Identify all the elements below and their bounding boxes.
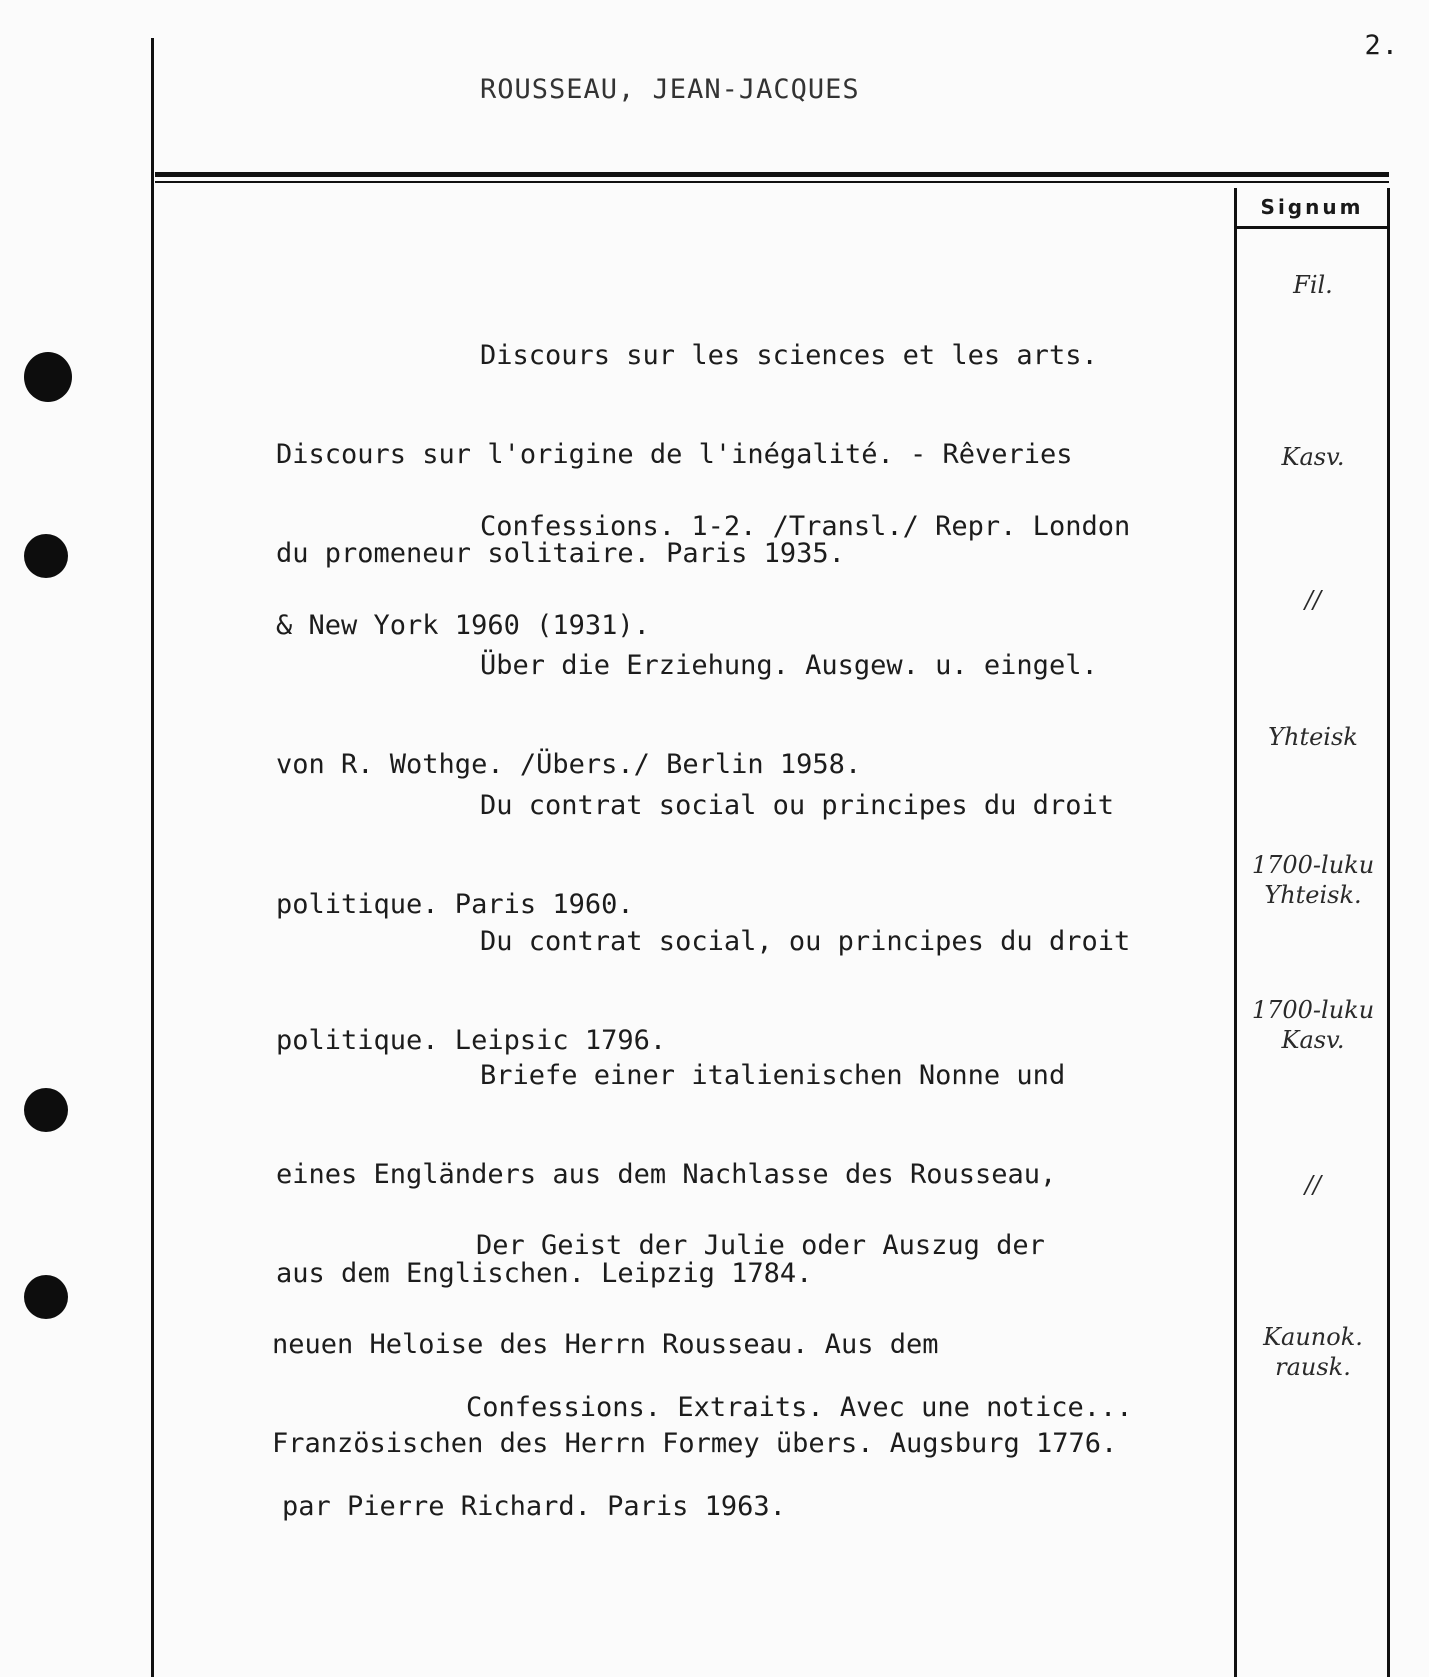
entry-line: Du contrat social, ou principes du droit <box>480 926 1131 957</box>
entry-line: politique. Leipsic 1796. <box>276 1025 667 1056</box>
entry-line: Der Geist der Julie oder Auszug der <box>476 1230 1045 1261</box>
signum-column <box>1234 188 1390 1677</box>
signum-text: Fil. <box>1293 271 1333 299</box>
entry-line: Briefe einer italienischen Nonne und <box>480 1060 1066 1091</box>
entry-line: Confessions. 1-2. /Transl./ Repr. London <box>480 511 1131 542</box>
signum-text: Kaunok. <box>1263 1323 1363 1351</box>
signum-text: Yhteisk. <box>1264 881 1362 909</box>
signum-note <box>1240 850 1386 910</box>
entry-line: Französischen des Herrn Formey übers. Augsburg 1776. <box>272 1428 1118 1459</box>
punch-hole <box>24 1275 68 1319</box>
header-divider-thin <box>155 181 1389 183</box>
punch-hole <box>24 352 72 402</box>
signum-note <box>1240 1170 1386 1200</box>
signum-text: rausk. <box>1275 1353 1351 1381</box>
entry-line: Discours sur les sciences et les arts. <box>480 340 1098 371</box>
header-divider <box>155 172 1389 177</box>
author-heading: ROUSSEAU, JEAN-JACQUES <box>480 74 860 105</box>
page-number: 2. <box>1364 30 1399 61</box>
signum-note <box>1240 270 1386 300</box>
signum-text: 1700-luku <box>1251 996 1375 1024</box>
margin-rule <box>151 38 154 1677</box>
signum-text: Yhteisk <box>1268 723 1358 751</box>
signum-text: // <box>1304 1171 1322 1199</box>
catalog-entry <box>282 1325 1242 1589</box>
signum-note <box>1240 585 1386 615</box>
entry-line: & New York 1960 (1931). <box>276 610 650 641</box>
signum-text: Kasv. <box>1281 1026 1345 1054</box>
entry-line: politique. Paris 1960. <box>276 889 634 920</box>
entry-line: Confessions. Extraits. Avec une notice... <box>466 1392 1133 1423</box>
entry-line: eines Engländers aus dem Nachlasse des Rousseau, <box>276 1159 1057 1190</box>
signum-text: Kasv. <box>1281 443 1345 471</box>
signum-text: 1700-luku <box>1251 851 1375 879</box>
entry-line: Discours sur l'origine de l'inégalité. - Rêveries <box>276 439 1073 470</box>
signum-note <box>1240 995 1386 1055</box>
entry-line: du promeneur solitaire. Paris 1935. <box>276 538 845 569</box>
signum-text: // <box>1304 586 1322 614</box>
entry-line: Über die Erziehung. Ausgew. u. eingel. <box>480 650 1098 681</box>
entry-line: par Pierre Richard. Paris 1963. <box>282 1491 786 1522</box>
entry-line: aus dem Englischen. Leipzig 1784. <box>276 1258 813 1289</box>
signum-note <box>1240 722 1386 752</box>
entry-line: Du contrat social ou principes du droit <box>480 790 1114 821</box>
signum-note <box>1240 442 1386 472</box>
entry-line: von R. Wothge. /Übers./ Berlin 1958. <box>276 749 862 780</box>
punch-hole <box>24 1088 68 1132</box>
entry-line: neuen Heloise des Herrn Rousseau. Aus dem <box>272 1329 939 1360</box>
signum-header: Signum <box>1237 188 1387 229</box>
signum-note <box>1240 1322 1386 1382</box>
punch-hole <box>24 534 68 578</box>
